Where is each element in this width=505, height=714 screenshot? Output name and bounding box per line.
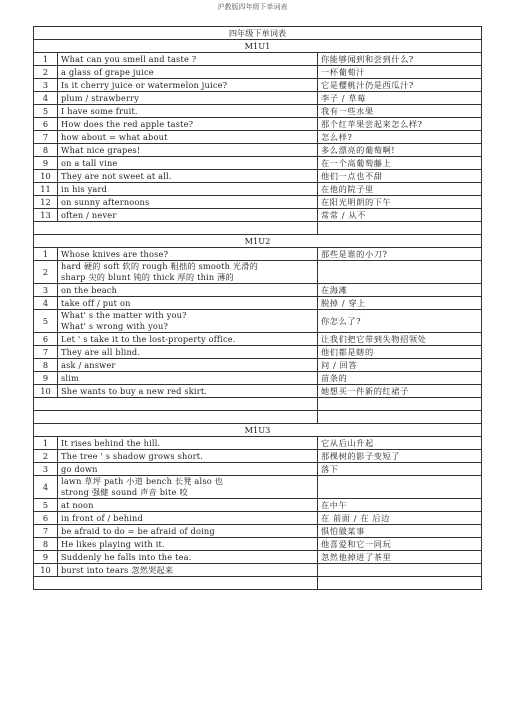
chinese-meaning: 李子 / 草莓 [318, 92, 482, 105]
document-header: 沪教版四年级下单词表 [217, 3, 288, 11]
table-row [34, 437, 482, 450]
chinese-meaning: 在阳光明朗的下午 [318, 196, 482, 209]
row-number: 3 [34, 284, 58, 297]
chinese-meaning: 他们一点也不甜 [318, 170, 482, 183]
blank-cell [34, 398, 318, 411]
english-phrase: go down [58, 463, 318, 476]
chinese-meaning: 忽然他掉进了茶里 [318, 551, 482, 564]
blank-row [34, 577, 482, 590]
chinese-meaning: 那棵树的影子变短了 [318, 450, 482, 463]
row-number: 1 [34, 437, 58, 450]
chinese-meaning: 它是樱桃汁仍是西瓜汁? [318, 79, 482, 92]
blank-cell [318, 222, 482, 235]
table-row [34, 144, 482, 157]
table-row [34, 359, 482, 372]
english-line: What' s the matter with you? [61, 310, 187, 320]
english-phrase [58, 476, 318, 499]
table-row [34, 66, 482, 79]
row-number: 4 [34, 92, 58, 105]
blank-cell [318, 411, 482, 424]
row-number: 6 [34, 512, 58, 525]
english-phrase: plum / strawberry [58, 92, 318, 105]
table-row [34, 53, 482, 66]
table-row [34, 196, 482, 209]
chinese-meaning: 你怎么了? [318, 310, 482, 333]
row-number: 11 [34, 183, 58, 196]
blank-cell [318, 577, 482, 590]
english-phrase: in his yard [58, 183, 318, 196]
table-row [34, 450, 482, 463]
english-line: What' s wrong with you? [61, 321, 169, 331]
english-phrase: He likes playing with it. [58, 538, 318, 551]
row-number: 13 [34, 209, 58, 222]
english-phrase: be afraid to do = be afraid of doing [58, 525, 318, 538]
english-phrase: on sunny afternoons [58, 196, 318, 209]
chinese-meaning: 她想买一件新的红裙子 [318, 385, 482, 398]
english-phrase: Whose knives are those? [58, 248, 318, 261]
unit-header-row [34, 235, 482, 248]
unit-header-row [34, 40, 482, 53]
row-number: 9 [34, 372, 58, 385]
table-row [34, 333, 482, 346]
chinese-meaning: 多么漂亮的葡萄啊! [318, 144, 482, 157]
row-number: 8 [34, 538, 58, 551]
english-line: lawn 草坪 path 小道 bench 长凳 also 也 [61, 476, 224, 486]
row-number: 2 [34, 66, 58, 79]
table-title: 四年级下单词表 [34, 27, 482, 40]
unit-title: M1U1 [34, 40, 482, 53]
row-number: 9 [34, 551, 58, 564]
english-phrase: Let ' s take it to the lost-property office. [58, 333, 318, 346]
row-number: 2 [34, 261, 58, 284]
english-phrase: a glass of grape juice [58, 66, 318, 79]
english-phrase: The tree ' s shadow grows short. [58, 450, 318, 463]
english-phrase: They are all blind. [58, 346, 318, 359]
chinese-meaning [318, 564, 482, 577]
english-phrase: burst into tears 忽然哭起来 [58, 564, 318, 577]
english-phrase: What nice grapes! [58, 144, 318, 157]
row-number: 12 [34, 196, 58, 209]
row-number: 6 [34, 333, 58, 346]
row-number: 7 [34, 131, 58, 144]
english-phrase: It rises behind the hill. [58, 437, 318, 450]
row-number: 6 [34, 118, 58, 131]
english-phrase: They are not sweet at all. [58, 170, 318, 183]
english-phrase: How does the red apple taste? [58, 118, 318, 131]
blank-cell [34, 411, 318, 424]
row-number: 9 [34, 157, 58, 170]
english-phrase: What can you smell and taste ? [58, 53, 318, 66]
row-number: 8 [34, 359, 58, 372]
table-row [34, 499, 482, 512]
chinese-meaning: 一杯葡萄汁 [318, 66, 482, 79]
table-row [34, 512, 482, 525]
table-row [34, 525, 482, 538]
table-row [34, 284, 482, 297]
table-row [34, 183, 482, 196]
english-line: strong 强健 sound 声音 bite 咬 [61, 487, 188, 497]
table-row [34, 551, 482, 564]
english-phrase: Suddenly he falls into the tea. [58, 551, 318, 564]
english-phrase: take off / put on [58, 297, 318, 310]
row-number: 7 [34, 525, 58, 538]
english-phrase: slim [58, 372, 318, 385]
row-number: 10 [34, 564, 58, 577]
table-row [34, 157, 482, 170]
chinese-meaning [318, 261, 482, 284]
blank-row [34, 398, 482, 411]
title-row [34, 27, 482, 40]
row-number: 5 [34, 310, 58, 333]
english-phrase: often / never [58, 209, 318, 222]
unit-title: M1U3 [34, 424, 482, 437]
table-row [34, 346, 482, 359]
chinese-meaning: 我有一些水果 [318, 105, 482, 118]
chinese-meaning: 问 / 回答 [318, 359, 482, 372]
chinese-meaning: 怎么样? [318, 131, 482, 144]
table-row [34, 105, 482, 118]
table-row [34, 310, 482, 333]
table-row [34, 118, 482, 131]
english-phrase: She wants to buy a new red skirt. [58, 385, 318, 398]
chinese-meaning: 在中午 [318, 499, 482, 512]
chinese-meaning: 苗条的 [318, 372, 482, 385]
row-number: 3 [34, 79, 58, 92]
table-row [34, 385, 482, 398]
english-phrase: ask / answer [58, 359, 318, 372]
chinese-meaning: 它从后山升起 [318, 437, 482, 450]
blank-cell [318, 398, 482, 411]
english-phrase: at noon [58, 499, 318, 512]
blank-row [34, 222, 482, 235]
chinese-meaning [318, 476, 482, 499]
chinese-meaning: 让我们把它带到失物招领处 [318, 333, 482, 346]
row-number: 10 [34, 385, 58, 398]
chinese-meaning: 落下 [318, 463, 482, 476]
table-row [34, 564, 482, 577]
row-number: 7 [34, 346, 58, 359]
table-row [34, 476, 482, 499]
table-row [34, 170, 482, 183]
english-phrase: I have some fruit. [58, 105, 318, 118]
table-row [34, 297, 482, 310]
table-row [34, 248, 482, 261]
chinese-meaning: 在 前面 / 在 后边 [318, 512, 482, 525]
row-number: 5 [34, 499, 58, 512]
table-row [34, 538, 482, 551]
row-number: 2 [34, 450, 58, 463]
row-number: 8 [34, 144, 58, 157]
row-number: 3 [34, 463, 58, 476]
english-phrase: in front of / behind [58, 512, 318, 525]
table-row [34, 131, 482, 144]
row-number: 4 [34, 476, 58, 499]
english-phrase [58, 310, 318, 333]
chinese-meaning: 在他的院子里 [318, 183, 482, 196]
table-row [34, 92, 482, 105]
chinese-meaning: 那个红苹果尝起来怎么样? [318, 118, 482, 131]
english-line: sharp 尖的 blunt 钝的 thick 厚的 thin 薄的 [61, 272, 234, 282]
chinese-meaning: 常常 / 从不 [318, 209, 482, 222]
row-number: 4 [34, 297, 58, 310]
table-row [34, 463, 482, 476]
chinese-meaning: 他喜爱和它一同玩 [318, 538, 482, 551]
english-phrase [58, 261, 318, 284]
unit-title: M1U2 [34, 235, 482, 248]
table-row [34, 372, 482, 385]
blank-cell [34, 222, 318, 235]
chinese-meaning: 惧怕做某事 [318, 525, 482, 538]
row-number: 5 [34, 105, 58, 118]
vocabulary-table [33, 26, 482, 590]
row-number: 10 [34, 170, 58, 183]
chinese-meaning: 在海滩 [318, 284, 482, 297]
table-row [34, 261, 482, 284]
row-number: 1 [34, 53, 58, 66]
chinese-meaning: 脱掉 / 穿上 [318, 297, 482, 310]
english-phrase: how about = what about [58, 131, 318, 144]
english-phrase: Is it cherry juice or watermelon juice? [58, 79, 318, 92]
chinese-meaning: 那些是谁的小刀? [318, 248, 482, 261]
english-line: hard 硬的 soft 软的 rough 粗拙的 smooth 光滑的 [61, 261, 259, 271]
english-phrase: on a tall vine [58, 157, 318, 170]
table-row [34, 79, 482, 92]
chinese-meaning: 他们都是瞎的 [318, 346, 482, 359]
blank-row [34, 411, 482, 424]
table-row [34, 209, 482, 222]
english-phrase: on the beach [58, 284, 318, 297]
chinese-meaning: 在一个高葡萄藤上 [318, 157, 482, 170]
blank-cell [34, 577, 318, 590]
unit-header-row [34, 424, 482, 437]
row-number: 1 [34, 248, 58, 261]
chinese-meaning: 你能够闻到和尝到什么? [318, 53, 482, 66]
